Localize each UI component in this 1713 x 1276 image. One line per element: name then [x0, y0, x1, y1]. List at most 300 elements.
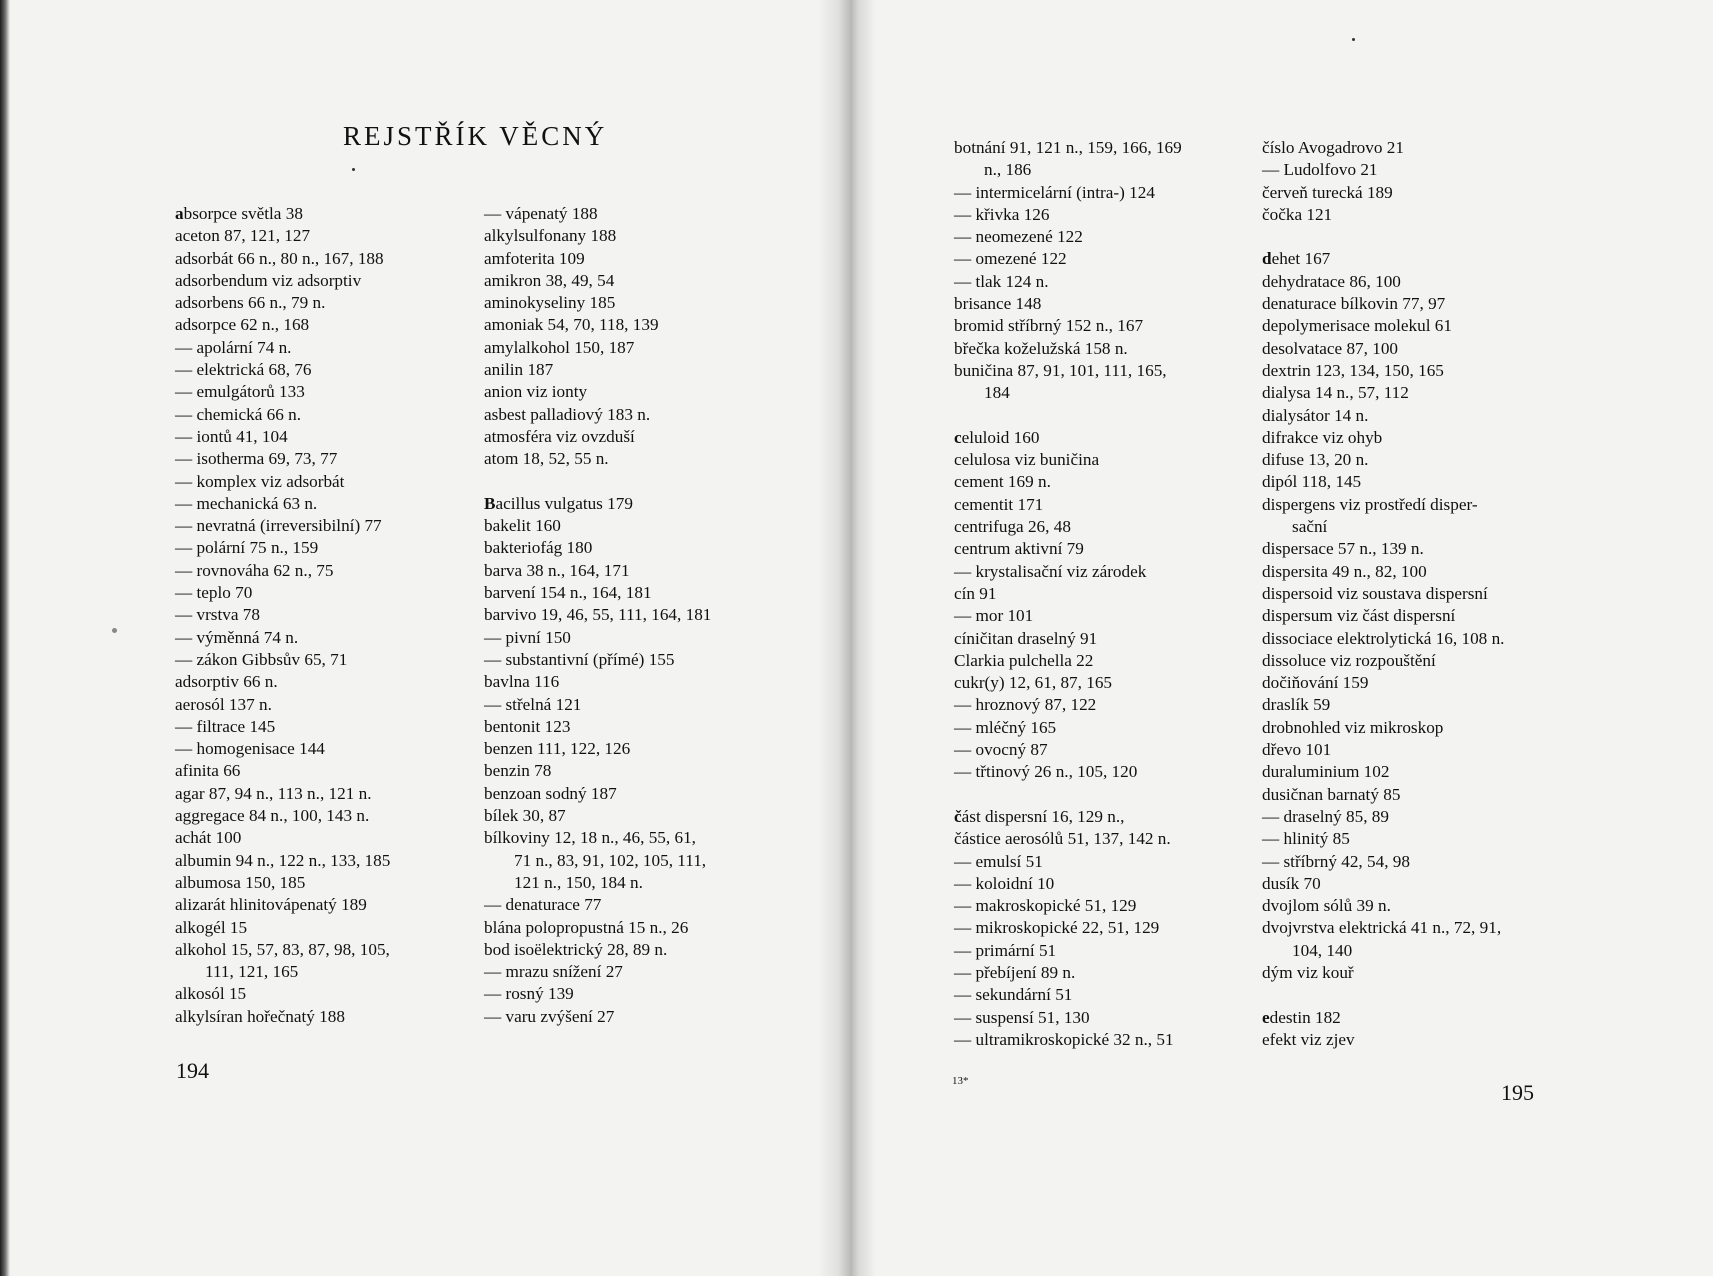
entry-text: — stříbrný 42, 54, 98: [1262, 851, 1410, 871]
entry-text: brisance 148: [954, 294, 1042, 314]
index-entry: [1262, 605, 1504, 627]
index-entry: [484, 248, 711, 270]
index-entry-continuation: [175, 961, 390, 983]
index-entry: [175, 225, 390, 247]
gutter-shadow-left: [818, 0, 852, 1276]
index-entry: [954, 583, 1182, 605]
index-entry-continuation: [954, 382, 1182, 404]
index-entry: [954, 182, 1182, 204]
index-entry: [484, 716, 711, 738]
index-entry: [954, 940, 1182, 962]
index-entry: [1262, 1029, 1504, 1051]
index-entry: [954, 828, 1182, 850]
page-number-left: 194: [176, 1058, 209, 1083]
entry-text: — mikroskopické 22, 51, 129: [954, 918, 1160, 938]
entry-text: — homogenisace 144: [175, 739, 325, 759]
index-entry: [175, 872, 390, 894]
entry-text: — nevratná (irreversibilní) 77: [175, 516, 382, 536]
entry-text: čočka 121: [1262, 204, 1333, 224]
entry-text: dispergens viz prostředí disper-: [1262, 494, 1478, 514]
index-entry: [175, 292, 390, 314]
index-entry: [954, 873, 1182, 895]
entry-text: benzen 111, 122, 126: [484, 739, 631, 759]
entry-text: — neomezené 122: [954, 227, 1083, 247]
entry-text: amfoterita 109: [484, 248, 585, 268]
paper-speck: [1352, 38, 1355, 41]
entry-text: — střelná 121: [484, 694, 582, 714]
index-entry: [175, 604, 390, 626]
index-entry: [484, 493, 711, 515]
index-entry: [1262, 672, 1504, 694]
entry-text: anion viz ionty: [484, 382, 588, 402]
entry-text: — emulsí 51: [954, 851, 1043, 871]
index-entry: [175, 493, 390, 515]
entry-text: dřevo 101: [1262, 740, 1332, 760]
index-entry: [175, 983, 390, 1005]
entry-text: sační: [1292, 517, 1328, 537]
index-column-right-2: [1262, 137, 1504, 1051]
entry-text: alkogél 15: [175, 917, 248, 937]
index-entry: [1262, 405, 1504, 427]
entry-text: dissociace elektrolytická 16, 108 n.: [1262, 628, 1505, 648]
entry-text: — ovocný 87: [954, 740, 1048, 760]
entry-text: 111, 121, 165: [205, 962, 299, 982]
entry-text: bod isoëlektrický 28, 89 n.: [484, 939, 668, 959]
entry-text: ehet 167: [1271, 249, 1331, 269]
index-entry: [1262, 338, 1504, 360]
entry-text: anilin 187: [484, 360, 554, 380]
index-entry: [1262, 538, 1504, 560]
entry-text: — rosný 139: [484, 984, 574, 1004]
entry-text: dočiňování 159: [1262, 673, 1369, 693]
index-entry: [1262, 828, 1504, 850]
index-entry: [954, 895, 1182, 917]
entry-text: dispersace 57 n., 139 n.: [1262, 539, 1424, 559]
index-entry: [175, 917, 390, 939]
index-entry: [484, 894, 711, 916]
index-entry: [1262, 293, 1504, 315]
index-entry: [484, 983, 711, 1005]
index-title: REJSTŘÍK VĚCNÝ: [343, 121, 608, 151]
index-entry: [175, 694, 390, 716]
index-entry: [175, 671, 390, 693]
signature-mark: 13*: [952, 1075, 969, 1087]
index-entry: [954, 672, 1182, 694]
entry-text: bromid stříbrný 152 n., 167: [954, 316, 1144, 336]
entry-text: číslo Avogadrovo 21: [1262, 138, 1404, 157]
entry-text: cement 169 n.: [954, 472, 1051, 492]
entry-text: n., 186: [984, 160, 1032, 180]
index-entry: [175, 381, 390, 403]
index-entry: [954, 204, 1182, 226]
entry-text: centrifuga 26, 48: [954, 517, 1071, 537]
entry-text: — omezené 122: [954, 249, 1067, 269]
index-entry: [1262, 427, 1504, 449]
index-entry: [175, 716, 390, 738]
index-entry: [175, 248, 390, 270]
entry-text: — substantivní (přímé) 155: [484, 649, 675, 669]
index-entry: [954, 984, 1182, 1006]
entry-text: — ultramikroskopické 32 n., 51: [954, 1029, 1174, 1049]
index-entry: [484, 827, 711, 849]
entry-text: aggregace 84 n., 100, 143 n.: [175, 806, 370, 826]
entry-text: denaturace bílkovin 77, 97: [1262, 294, 1446, 314]
index-entry: [175, 203, 390, 225]
entry-text: dialysátor 14 n.: [1262, 405, 1369, 425]
entry-text: — makroskopické 51, 129: [954, 896, 1137, 916]
index-entry-continuation: [484, 850, 711, 872]
entry-text: — Ludolfovo 21: [1262, 160, 1378, 180]
entry-text: — třtinový 26 n., 105, 120: [954, 762, 1138, 782]
section-gap: [954, 405, 1182, 427]
entry-text: adsorbendum viz adsorptiv: [175, 270, 362, 290]
gutter-shadow-right: [852, 0, 876, 1276]
entry-text: bentonit 123: [484, 716, 571, 736]
index-entry: [484, 760, 711, 782]
entry-text: — denaturace 77: [484, 895, 602, 915]
index-entry: [175, 827, 390, 849]
index-entry: [1262, 449, 1504, 471]
index-entry: [954, 917, 1182, 939]
index-entry: [1262, 204, 1504, 226]
index-entry: [484, 694, 711, 716]
index-entry: [954, 538, 1182, 560]
index-entry: [484, 515, 711, 537]
entry-text: difrakce viz ohyb: [1262, 427, 1383, 447]
index-entry: [1262, 784, 1504, 806]
index-entry: [175, 783, 390, 805]
index-entry: [1262, 137, 1504, 159]
index-entry: [954, 271, 1182, 293]
entry-text: achát 100: [175, 828, 242, 848]
entry-text: bakelit 160: [484, 516, 561, 536]
index-entry: [175, 426, 390, 448]
entry-text: cíničitan draselný 91: [954, 628, 1098, 648]
entry-text: 71 n., 83, 91, 102, 105, 111,: [514, 850, 707, 870]
index-entry: [954, 494, 1182, 516]
entry-text: afinita 66: [175, 761, 241, 781]
index-entry-continuation: [1262, 940, 1504, 962]
index-entry: [1262, 761, 1504, 783]
entry-text: adsorpce 62 n., 168: [175, 315, 310, 335]
index-entry: [1262, 650, 1504, 672]
entry-text: — emulgátorů 133: [175, 382, 305, 402]
entry-text: centrum aktivní 79: [954, 539, 1084, 559]
section-initial-letter: e: [1262, 1007, 1270, 1027]
index-entry: [484, 1006, 711, 1028]
index-entry: [1262, 159, 1504, 181]
index-entry: [484, 917, 711, 939]
index-entry: [175, 738, 390, 760]
index-entry: [175, 337, 390, 359]
index-entry: [175, 270, 390, 292]
entry-text: bavlna 116: [484, 672, 560, 692]
entry-text: břečka koželužská 158 n.: [954, 338, 1128, 358]
entry-text: amylalkohol 150, 187: [484, 337, 635, 357]
index-entry: [1262, 962, 1504, 984]
index-column-right-1: [954, 137, 1182, 1051]
index-entry: [954, 338, 1182, 360]
index-entry: [484, 604, 711, 626]
index-entry: [484, 738, 711, 760]
entry-text: difuse 13, 20 n.: [1262, 450, 1369, 470]
entry-text: depolymerisace molekul 61: [1262, 316, 1452, 336]
entry-text: adsorbens 66 n., 79 n.: [175, 293, 326, 313]
index-entry: [484, 359, 711, 381]
entry-text: adsorbát 66 n., 80 n., 167, 188: [175, 248, 384, 268]
entry-text: alkohol 15, 57, 83, 87, 98, 105,: [175, 939, 390, 959]
entry-text: dým viz kouř: [1262, 962, 1354, 982]
entry-text: benzin 78: [484, 761, 552, 781]
right-page: [852, 0, 1713, 1276]
entry-text: částice aerosólů 51, 137, 142 n.: [954, 829, 1171, 849]
entry-text: dehydratace 86, 100: [1262, 271, 1401, 291]
entry-text: bakteriofág 180: [484, 538, 593, 558]
index-entry: [1262, 873, 1504, 895]
entry-text: bílek 30, 87: [484, 806, 566, 826]
entry-text: — zákon Gibbsův 65, 71: [175, 649, 348, 669]
index-entry: [1262, 382, 1504, 404]
index-entry: [954, 137, 1182, 159]
entry-text: atmosféra viz ovzduší: [484, 426, 635, 446]
entry-text: 121 n., 150, 184 n.: [514, 872, 643, 892]
index-entry: [484, 203, 711, 225]
index-entry: [175, 894, 390, 916]
index-entry: [1262, 248, 1504, 270]
entry-text: — hroznový 87, 122: [954, 695, 1097, 715]
index-entry: [954, 650, 1182, 672]
entry-text: alkylsíran hořečnatý 188: [175, 1006, 345, 1026]
entry-text: — krystalisační viz zárodek: [954, 561, 1147, 581]
entry-text: duraluminium 102: [1262, 762, 1390, 782]
index-entry: [954, 739, 1182, 761]
entry-text: — rovnováha 62 n., 75: [175, 560, 334, 580]
entry-text: — křivka 126: [954, 204, 1050, 224]
index-entry: [954, 427, 1182, 449]
entry-text: — primární 51: [954, 940, 1057, 960]
entry-text: — chemická 66 n.: [175, 404, 302, 424]
index-entry: [954, 628, 1182, 650]
entry-text: — sekundární 51: [954, 985, 1073, 1005]
index-entry: [1262, 271, 1504, 293]
entry-text: — mechanická 63 n.: [175, 493, 318, 513]
entry-text: Clarkia pulchella 22: [954, 650, 1094, 670]
entry-text: — přebíjení 89 n.: [954, 962, 1076, 982]
index-entry: [1262, 561, 1504, 583]
index-entry: [484, 270, 711, 292]
entry-text: ást dispersní 16, 129 n.,: [961, 806, 1125, 826]
entry-text: efekt viz zjev: [1262, 1029, 1355, 1049]
section-initial-letter: c: [954, 427, 962, 447]
index-entry: [484, 314, 711, 336]
index-entry: [484, 448, 711, 470]
entry-text: dispersum viz část dispersní: [1262, 606, 1456, 626]
index-entry: [954, 360, 1182, 382]
section-initial-letter: B: [484, 493, 496, 513]
section-initial-letter: d: [1262, 249, 1272, 269]
entry-text: amikron 38, 49, 54: [484, 270, 615, 290]
entry-text: barvivo 19, 46, 55, 111, 164, 181: [484, 605, 712, 625]
index-entry: [175, 448, 390, 470]
index-entry: [1262, 583, 1504, 605]
page-number-right: 195: [1501, 1080, 1534, 1105]
entry-text: dialysa 14 n., 57, 112: [1262, 383, 1409, 403]
entry-text: bílkoviny 12, 18 n., 46, 55, 61,: [484, 828, 696, 848]
entry-text: dvojvrstva elektrická 41 n., 72, 91,: [1262, 918, 1502, 938]
index-entry: [175, 537, 390, 559]
entry-text: barva 38 n., 164, 171: [484, 560, 630, 580]
entry-text: bsorpce světla 38: [183, 204, 303, 223]
entry-text: blána polopropustná 15 n., 26: [484, 917, 689, 937]
index-entry: [954, 694, 1182, 716]
entry-text: adsorptiv 66 n.: [175, 672, 278, 692]
index-entry: [175, 760, 390, 782]
entry-text: alkylsulfonany 188: [484, 226, 617, 246]
index-entry-continuation: [484, 872, 711, 894]
entry-text: dissoluce viz rozpouštění: [1262, 650, 1436, 670]
index-entry: [954, 962, 1182, 984]
entry-text: — filtrace 145: [175, 716, 276, 736]
index-entry: [954, 449, 1182, 471]
index-entry: [1262, 315, 1504, 337]
entry-text: — draselný 85, 89: [1262, 806, 1389, 826]
entry-text: — isotherma 69, 73, 77: [175, 449, 338, 469]
index-entry: [1262, 895, 1504, 917]
index-entry: [175, 515, 390, 537]
entry-text: albumosa 150, 185: [175, 872, 306, 892]
index-entry: [954, 226, 1182, 248]
index-entry: [1262, 471, 1504, 493]
entry-text: alkosól 15: [175, 984, 247, 1004]
index-entry: [1262, 628, 1504, 650]
entry-text: alizarát hlinitovápenatý 189: [175, 895, 367, 915]
entry-text: asbest palladiový 183 n.: [484, 404, 651, 424]
index-entry: [954, 1007, 1182, 1029]
entry-text: agar 87, 94 n., 113 n., 121 n.: [175, 783, 372, 803]
entry-text: — vrstva 78: [175, 605, 260, 625]
entry-text: cementit 171: [954, 494, 1044, 514]
entry-text: — tlak 124 n.: [954, 271, 1049, 291]
section-gap: [954, 784, 1182, 806]
entry-text: — koloidní 10: [954, 873, 1055, 893]
index-entry: [954, 516, 1182, 538]
entry-text: destin 182: [1269, 1007, 1341, 1027]
index-entry: [484, 939, 711, 961]
index-entry: [954, 1029, 1182, 1051]
entry-text: — výměnná 74 n.: [175, 627, 299, 647]
entry-text: červeň turecká 189: [1262, 182, 1393, 202]
section-gap: [484, 471, 711, 493]
entry-text: buničina 87, 91, 101, 111, 165,: [954, 360, 1167, 380]
index-entry: [484, 337, 711, 359]
entry-text: — mrazu snížení 27: [484, 962, 623, 982]
index-entry: [484, 649, 711, 671]
index-entry: [175, 805, 390, 827]
index-entry: [954, 471, 1182, 493]
index-entry: [484, 627, 711, 649]
index-entry: [484, 783, 711, 805]
paper-speck: [112, 628, 117, 633]
section-initial-letter: a: [175, 204, 184, 223]
index-entry: [954, 761, 1182, 783]
entry-text: — varu zvýšení 27: [484, 1006, 615, 1026]
index-entry: [954, 806, 1182, 828]
entry-text: aerosól 137 n.: [175, 694, 272, 714]
index-entry: [1262, 494, 1504, 516]
paper-speck: [352, 168, 355, 171]
index-entry: [175, 404, 390, 426]
entry-text: — suspensí 51, 130: [954, 1007, 1090, 1027]
index-entry: [484, 671, 711, 693]
index-entry: [1262, 806, 1504, 828]
index-entry: [175, 560, 390, 582]
entry-text: dipól 118, 145: [1262, 472, 1362, 492]
entry-text: acillus vulgatus 179: [495, 493, 633, 513]
entry-text: — komplex viz adsorbát: [175, 471, 345, 491]
entry-text: — apolární 74 n.: [175, 337, 292, 357]
index-column-left-1: [175, 203, 390, 1028]
index-entry: [484, 381, 711, 403]
index-entry: [954, 248, 1182, 270]
index-entry: [484, 582, 711, 604]
section-initial-letter: č: [954, 806, 962, 826]
section-gap: [1262, 984, 1504, 1006]
index-entry: [954, 717, 1182, 739]
entry-text: — vápenatý 188: [484, 204, 598, 223]
index-entry: [175, 314, 390, 336]
index-entry: [1262, 717, 1504, 739]
index-entry: [175, 627, 390, 649]
index-entry: [175, 1006, 390, 1028]
index-entry: [484, 292, 711, 314]
index-entry: [954, 851, 1182, 873]
entry-text: desolvatace 87, 100: [1262, 338, 1399, 358]
entry-text: dvojlom sólů 39 n.: [1262, 896, 1391, 916]
entry-text: cín 91: [954, 583, 997, 603]
index-entry: [1262, 1007, 1504, 1029]
entry-text: — elektrická 68, 76: [175, 360, 312, 380]
index-entry: [1262, 360, 1504, 382]
entry-text: celulosa viz buničina: [954, 450, 1100, 470]
index-entry: [484, 426, 711, 448]
entry-text: dextrin 123, 134, 150, 165: [1262, 360, 1444, 380]
entry-text: draslík 59: [1262, 695, 1331, 715]
index-entry-continuation: [954, 159, 1182, 181]
entry-text: cukr(y) 12, 61, 87, 165: [954, 673, 1113, 693]
index-entry: [175, 471, 390, 493]
index-entry: [484, 225, 711, 247]
entry-text: — pivní 150: [484, 627, 571, 647]
index-entry: [175, 582, 390, 604]
index-entry: [954, 605, 1182, 627]
entry-text: dusičnan barnatý 85: [1262, 784, 1401, 804]
entry-text: benzoan sodný 187: [484, 783, 617, 803]
index-entry: [175, 850, 390, 872]
entry-text: — intermicelární (intra-) 124: [954, 182, 1155, 202]
section-gap: [1262, 226, 1504, 248]
index-entry-continuation: [1262, 516, 1504, 538]
entry-text: — iontů 41, 104: [175, 426, 288, 446]
entry-text: amoniak 54, 70, 118, 139: [484, 315, 659, 335]
entry-text: aceton 87, 121, 127: [175, 226, 311, 246]
index-column-left-2: [484, 203, 711, 1028]
index-entry: [1262, 851, 1504, 873]
entry-text: — polární 75 n., 159: [175, 538, 319, 558]
index-entry: [484, 404, 711, 426]
entry-text: eluloid 160: [961, 427, 1040, 447]
index-entry: [175, 649, 390, 671]
entry-text: barvení 154 n., 164, 181: [484, 583, 652, 603]
